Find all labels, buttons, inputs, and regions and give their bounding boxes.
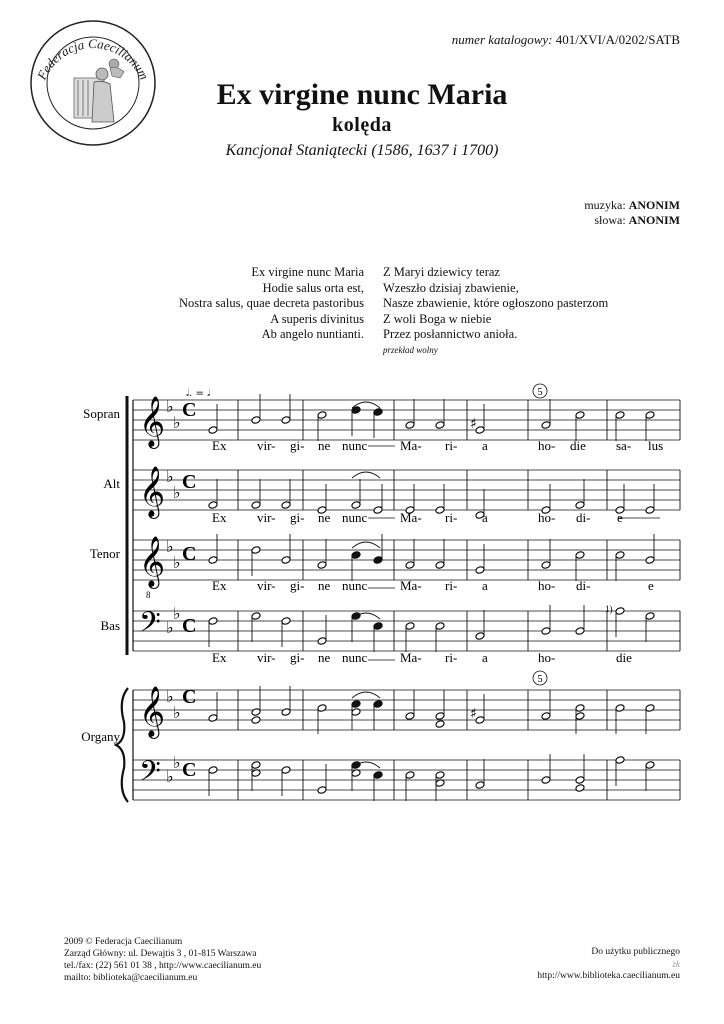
treble-clef-icon: 𝄞 [139, 686, 166, 737]
lyric-syllable: gi- [290, 650, 305, 665]
words-value: ANONIM [628, 213, 680, 227]
note-head [373, 771, 383, 780]
note-head [541, 712, 551, 721]
note-head [373, 506, 383, 515]
note-head [541, 421, 551, 430]
note-head [615, 411, 625, 420]
latin-line: Hodie salus orta est, [262, 280, 364, 295]
note-head [281, 617, 291, 626]
lyric-syllable: die [570, 438, 586, 453]
lyric-syllable: a [482, 510, 488, 525]
note-head [373, 700, 383, 709]
lyric-syllable: die [616, 650, 632, 665]
note-head [251, 416, 261, 425]
lyric-syllable: gi- [290, 510, 305, 525]
note-head [208, 426, 218, 435]
lyric-syllable: e [617, 510, 623, 525]
polish-text [383, 265, 608, 358]
note-head [435, 561, 445, 570]
note-head [208, 617, 218, 626]
measure-number: 5 [537, 387, 543, 398]
note-head [405, 421, 415, 430]
note-head [351, 708, 361, 717]
measure-number: 5 [537, 674, 543, 685]
lyric-syllable: a [482, 650, 488, 665]
flat-icon: ♭ [173, 483, 181, 502]
time-signature: C [182, 543, 197, 565]
flat-icon: ♭ [173, 604, 181, 623]
flat-icon: ♭ [166, 618, 174, 637]
lyrics-bas [212, 650, 632, 665]
footer-copyright: 2009 © Federacja Caecilianum [64, 937, 183, 947]
note-head [615, 607, 625, 616]
note-head [435, 771, 445, 780]
lyric-syllable: ne [318, 438, 331, 453]
lyric-syllable: ho- [538, 650, 556, 665]
time-signature: C [182, 686, 197, 708]
latin-line: Nostra salus, quae decreta pastoribus [178, 296, 364, 310]
footer-right [537, 946, 680, 982]
music-credit [584, 198, 680, 213]
lyric-syllable: ne [318, 650, 331, 665]
music-label: muzyka: [584, 198, 626, 212]
note-head [575, 704, 585, 713]
note-head [281, 556, 291, 565]
footer-contact: tel./fax: (22) 561 01 38 , http://www.caecilianum.eu [64, 961, 262, 971]
note-head [317, 561, 327, 570]
notation [116, 394, 660, 802]
note-head [281, 416, 291, 425]
note-head [435, 712, 445, 721]
staff-lines [133, 396, 680, 800]
note-head [317, 704, 327, 713]
translation-note: przekład wolny [383, 344, 438, 355]
footer-email: mailto: biblioteka@caecilianum.eu [64, 973, 198, 983]
time-signature: C [182, 615, 197, 637]
staff [133, 686, 680, 739]
note-head [373, 408, 383, 417]
music-value: ANONIM [628, 198, 680, 212]
bass-clef-icon: 𝄢 [139, 606, 161, 646]
note-head [575, 411, 585, 420]
treble-clef-icon: 𝄞 [139, 536, 166, 587]
note-head [615, 756, 625, 765]
slur [352, 472, 380, 478]
lyric-syllable: Ma- [400, 650, 422, 665]
footer-public-use: Do użytku publicznego [591, 947, 680, 957]
lyric-syllable: nunc [342, 438, 368, 453]
lyric-syllable: ri- [445, 510, 458, 525]
note-head [208, 766, 218, 775]
tempo-marking: 𝅗𝅥. = 𝅗𝅥 [186, 388, 211, 399]
polish-line: Z woli Boga w niebie [383, 311, 492, 326]
lyric-syllable: ne [318, 578, 331, 593]
note-head [435, 421, 445, 430]
lyric-syllable: sa- [616, 438, 632, 453]
note-head [405, 771, 415, 780]
treble-clef-icon: 𝄞 [139, 466, 166, 517]
polish-line: Przez posłannictwo anioła. [383, 327, 518, 341]
polish-line: Nasze zbawienie, które ogłoszono pasterzom [383, 296, 609, 310]
note-head [351, 551, 361, 560]
note-head [645, 411, 655, 420]
lyric-syllable: vir- [257, 650, 276, 665]
organ-brace [116, 688, 128, 802]
music-score [0, 370, 724, 820]
lyric-syllable: ho- [538, 578, 556, 593]
note-head [405, 712, 415, 721]
note-head [251, 761, 261, 770]
note-head [405, 622, 415, 631]
svg-text:Federacja Caecilianum: Federacja Caecilianum [33, 36, 153, 82]
note-head [208, 714, 218, 723]
polish-line: Z Maryi dziewicy teraz [383, 265, 500, 279]
flat-icon: ♭ [166, 467, 174, 486]
note-head [645, 761, 655, 770]
lyric-syllable: ri- [445, 578, 458, 593]
note-head [645, 704, 655, 713]
lyric-syllable: gi- [290, 438, 305, 453]
note-head [575, 551, 585, 560]
note-head [317, 786, 327, 795]
note-head [575, 776, 585, 785]
lyric-syllable: Ma- [400, 578, 422, 593]
note-head [575, 501, 585, 510]
lyric-syllable: ne [318, 510, 331, 525]
note-head [208, 501, 218, 510]
lyric-syllable: ri- [445, 438, 458, 453]
flat-icon: ♭ [166, 767, 174, 786]
note-head [373, 622, 383, 631]
time-signature: C [182, 399, 197, 421]
lyric-syllable: di- [576, 578, 591, 593]
note-head [405, 561, 415, 570]
footnote-marker: 1) [605, 604, 613, 614]
note-head [281, 766, 291, 775]
lyric-syllable: gi- [290, 578, 305, 593]
lyric-syllable: e [648, 578, 654, 593]
catalog-label: numer katalogowy: [451, 32, 553, 47]
flat-icon: ♭ [173, 553, 181, 572]
note-head [475, 566, 485, 575]
lyric-syllable: Ex [212, 510, 227, 525]
footer-address: Zarząd Główny: ul. Dewajtis 3 , 01-815 Warszawa [64, 949, 257, 959]
note-head [373, 556, 383, 565]
note-head [281, 708, 291, 717]
lyric-syllable: ri- [445, 650, 458, 665]
note-head [317, 411, 327, 420]
note-head [575, 784, 585, 793]
lyric-syllable: ho- [538, 510, 556, 525]
flat-icon: ♭ [166, 397, 174, 416]
polish-line: Wzeszło dzisiaj zbawienie, [383, 280, 519, 295]
time-signature: C [182, 759, 197, 781]
bass-clef-icon: 𝄢 [139, 755, 161, 795]
flat-icon: ♭ [173, 753, 181, 772]
lyric-syllable: Ex [212, 650, 227, 665]
lyric-syllable: a [482, 578, 488, 593]
part-label-alt: Alt [103, 476, 120, 491]
lyric-syllable: Ma- [400, 510, 422, 525]
latin-line: Ab angelo nuntianti. [261, 327, 364, 341]
words-label: słowa: [594, 213, 626, 227]
part-label-tenor: Tenor [89, 546, 120, 561]
sharp-icon: ♯ [470, 706, 477, 722]
note-head [351, 501, 361, 510]
footer-left [64, 936, 261, 984]
note-head [317, 637, 327, 646]
note-head [475, 632, 485, 641]
flat-icon: ♭ [173, 413, 181, 432]
part-label-sopran: Sopran [83, 406, 120, 421]
catalog-value: 401/XVI/A/0202/SATB [555, 32, 680, 47]
page-title: Ex virgine nunc Maria [216, 78, 508, 111]
octave-marker: 8 [146, 590, 151, 600]
latin-line: A superis divinitus [270, 311, 364, 326]
time-signature: C [182, 471, 197, 493]
note-head [615, 704, 625, 713]
part-label-organ: Organy [81, 729, 120, 744]
note-head [435, 622, 445, 631]
treble-clef-icon: 𝄞 [139, 396, 166, 447]
lyrics-alt [212, 510, 623, 525]
lyric-syllable: nunc [342, 578, 368, 593]
note-head [281, 501, 291, 510]
note-head [541, 627, 551, 636]
credits [584, 198, 680, 228]
note-head [208, 556, 218, 565]
note-head [251, 708, 261, 717]
note-head [645, 506, 655, 515]
note-head [435, 506, 445, 515]
lyric-syllable: vir- [257, 578, 276, 593]
note-head [251, 612, 261, 621]
words-credit [584, 213, 680, 228]
lyric-syllable: nunc [342, 510, 368, 525]
note-head [645, 612, 655, 621]
catalog-number [452, 32, 680, 48]
flat-icon: ♭ [166, 537, 174, 556]
note-head [251, 716, 261, 725]
note-head [541, 776, 551, 785]
note-head [575, 627, 585, 636]
source-line: Kancjonał Staniątecki (1586, 1637 i 1700) [225, 142, 499, 159]
note-head [251, 546, 261, 555]
note-head [645, 556, 655, 565]
flat-icon: ♭ [173, 703, 181, 722]
lyric-syllable: nunc [342, 650, 368, 665]
slur [352, 542, 380, 548]
latin-line: Ex virgine nunc Maria [251, 265, 364, 279]
lyric-syllable: Ex [212, 438, 227, 453]
note-head [251, 501, 261, 510]
lyric-syllable: lus [648, 438, 664, 453]
note-head [615, 551, 625, 560]
lyric-syllable: a [482, 438, 488, 453]
slur [352, 692, 380, 698]
flat-icon: ♭ [166, 687, 174, 706]
lyric-syllable: di- [576, 510, 591, 525]
lyric-syllable: ho- [538, 438, 556, 453]
note-head [435, 720, 445, 729]
footer-url: http://www.biblioteka.caecilianum.eu [537, 971, 680, 981]
lyric-syllable: Ex [212, 578, 227, 593]
sharp-icon: ♯ [470, 416, 477, 432]
note-head [541, 561, 551, 570]
lyric-syllable: vir- [257, 438, 276, 453]
lyric-syllable: Ma- [400, 438, 422, 453]
page-subtitle: kolęda [332, 114, 392, 136]
latin-text [179, 265, 364, 343]
note-head [351, 700, 361, 709]
part-label-bas: Bas [100, 618, 120, 633]
note-head [475, 781, 485, 790]
signature-mark: zk [672, 959, 680, 969]
lyric-syllable: vir- [257, 510, 276, 525]
note-head [575, 712, 585, 721]
